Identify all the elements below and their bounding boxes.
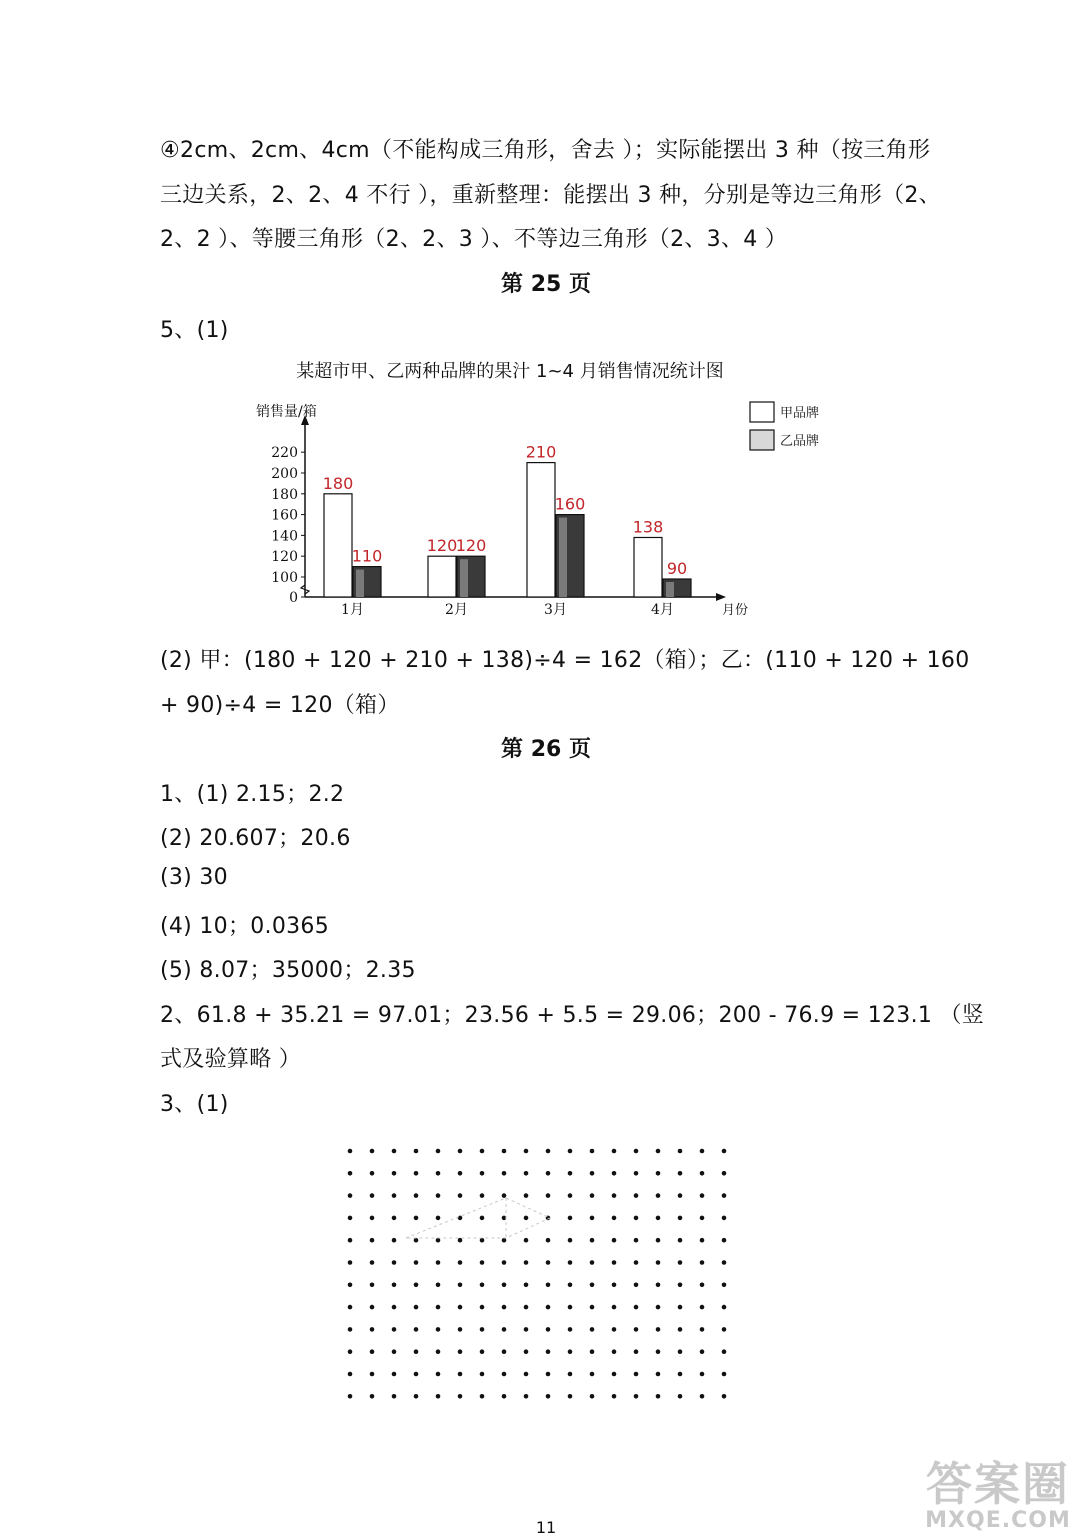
- question-5-label: 5、(1): [160, 318, 229, 343]
- grid-dot: [656, 1216, 661, 1221]
- grid-dot: [392, 1216, 397, 1221]
- data-label: 120: [455, 536, 487, 556]
- grid-dot: [392, 1305, 397, 1310]
- answer-2-line-2: + 90)÷4 = 120（箱）: [160, 693, 400, 718]
- grid-dot: [722, 1283, 727, 1288]
- grid-dot: [458, 1327, 463, 1332]
- data-label: 210: [525, 442, 557, 462]
- grid-dot: [502, 1171, 507, 1176]
- grid-dot: [458, 1216, 463, 1221]
- grid-dot: [348, 1349, 353, 1354]
- grid-dot: [524, 1327, 529, 1332]
- grid-dot: [370, 1193, 375, 1198]
- grid-dot: [634, 1349, 639, 1354]
- grid-dot: [700, 1283, 705, 1288]
- grid-dot: [370, 1283, 375, 1288]
- y-tick-label: 160: [271, 507, 298, 524]
- answer-line-1: ④2cm、2cm、4cm（不能构成三角形，舍去 ）；实际能摆出 3 种（按三角形: [160, 138, 931, 163]
- grid-dot: [612, 1171, 617, 1176]
- grid-dot: [700, 1305, 705, 1310]
- grid-dot: [458, 1283, 463, 1288]
- grid-dot: [656, 1260, 661, 1265]
- grid-dot: [546, 1327, 551, 1332]
- y-tick-label: 220: [271, 445, 298, 462]
- grid-dot: [436, 1305, 441, 1310]
- answer-1-part-5: (5) 8.07；35000；2.35: [160, 958, 416, 983]
- grid-dot: [722, 1171, 727, 1176]
- grid-dot: [436, 1283, 441, 1288]
- grid-dot: [722, 1372, 727, 1377]
- grid-dot: [678, 1305, 683, 1310]
- data-label: 110: [351, 546, 383, 566]
- grid-dot: [656, 1283, 661, 1288]
- legend-swatch-jia: [750, 402, 774, 422]
- grid-dot: [678, 1394, 683, 1399]
- grid-dot: [458, 1149, 463, 1154]
- grid-dot: [502, 1283, 507, 1288]
- grid-dot: [392, 1349, 397, 1354]
- grid-dot: [722, 1327, 727, 1332]
- grid-dot: [414, 1216, 419, 1221]
- grid-dot: [612, 1260, 617, 1265]
- grid-dot: [348, 1238, 353, 1243]
- answer-2-line-b: 式及验算略 ）: [160, 1047, 302, 1072]
- bar-brand-jia: [527, 463, 555, 597]
- grid-dot: [458, 1349, 463, 1354]
- page-heading-26: 第 26 页: [501, 737, 591, 762]
- grid-dot: [502, 1260, 507, 1265]
- grid-dot: [634, 1260, 639, 1265]
- y-tick-label: 200: [271, 466, 298, 482]
- grid-dot: [546, 1305, 551, 1310]
- bar-shade: [559, 518, 567, 597]
- grid-dot: [458, 1394, 463, 1399]
- bar-brand-jia: [634, 537, 662, 597]
- data-label: 120: [426, 536, 458, 556]
- x-axis-arrow: [716, 593, 726, 601]
- grid-dot: [480, 1260, 485, 1265]
- grid-dot: [524, 1372, 529, 1377]
- grid-dot: [612, 1149, 617, 1154]
- grid-dot: [524, 1260, 529, 1265]
- bar-shade: [356, 570, 364, 597]
- grid-dot: [590, 1171, 595, 1176]
- grid-dot: [458, 1238, 463, 1243]
- grid-dot: [502, 1238, 507, 1243]
- grid-dot: [590, 1149, 595, 1154]
- grid-dot: [656, 1349, 661, 1354]
- x-tick-label: 3月: [544, 602, 567, 618]
- grid-dot: [414, 1193, 419, 1198]
- answer-2-line-a: 2、61.8 + 35.21 = 97.01；23.56 + 5.5 = 29.06；200 - 76.9 = 123.1 （竖: [160, 1003, 985, 1028]
- bar-brand-jia: [324, 494, 352, 597]
- grid-dot: [480, 1327, 485, 1332]
- grid-dot: [524, 1238, 529, 1243]
- grid-dot: [722, 1394, 727, 1399]
- grid-dot: [414, 1349, 419, 1354]
- grid-dot: [370, 1372, 375, 1377]
- grid-dot: [480, 1394, 485, 1399]
- grid-dot: [392, 1149, 397, 1154]
- grid-dot: [502, 1327, 507, 1332]
- grid-dot: [370, 1394, 375, 1399]
- answer-line-3: 2、2 ）、等腰三角形（2、2、3 ）、不等边三角形（2、3、4 ）: [160, 227, 788, 252]
- grid-dot: [568, 1171, 573, 1176]
- grid-dot: [524, 1149, 529, 1154]
- grid-dot: [502, 1193, 507, 1198]
- grid-dot: [700, 1394, 705, 1399]
- grid-dot: [568, 1327, 573, 1332]
- y-tick-label: 100: [271, 570, 298, 586]
- grid-dot: [678, 1283, 683, 1288]
- grid-dot: [414, 1305, 419, 1310]
- grid-dot: [480, 1283, 485, 1288]
- grid-dot: [392, 1372, 397, 1377]
- grid-dot: [590, 1260, 595, 1265]
- grid-dot: [612, 1193, 617, 1198]
- grid-dot: [524, 1394, 529, 1399]
- watermark-url: MXQE.COM: [925, 1508, 1071, 1533]
- grid-dot: [414, 1372, 419, 1377]
- grid-dot: [414, 1149, 419, 1154]
- grid-dot: [590, 1372, 595, 1377]
- grid-dot: [502, 1149, 507, 1154]
- grid-dot: [700, 1349, 705, 1354]
- x-tick-label: 2月: [445, 602, 468, 618]
- grid-dot: [348, 1327, 353, 1332]
- chart-title: 某超市甲、乙两种品牌的果汁 1~4 月销售情况统计图: [296, 361, 724, 382]
- grid-dot: [458, 1305, 463, 1310]
- grid-dot: [370, 1327, 375, 1332]
- grid-dot: [392, 1193, 397, 1198]
- grid-dot: [392, 1394, 397, 1399]
- grid-dot: [568, 1193, 573, 1198]
- answer-1-part-3: (3) 30: [160, 865, 228, 890]
- grid-dot: [414, 1394, 419, 1399]
- grid-dot: [656, 1327, 661, 1332]
- grid-dot: [480, 1238, 485, 1243]
- grid-dot: [700, 1171, 705, 1176]
- grid-dot: [634, 1283, 639, 1288]
- answer-line-2: 三边关系，2、2、4 不行 ），重新整理：能摆出 3 种，分别是等边三角形（2、: [160, 183, 941, 208]
- grid-dot: [722, 1149, 727, 1154]
- grid-dot: [700, 1193, 705, 1198]
- grid-dot: [568, 1149, 573, 1154]
- grid-dot: [678, 1193, 683, 1198]
- grid-dot: [590, 1327, 595, 1332]
- bar-shade: [460, 559, 468, 597]
- grid-dot: [436, 1349, 441, 1354]
- grid-dot: [524, 1349, 529, 1354]
- grid-dot: [414, 1283, 419, 1288]
- grid-dot: [392, 1238, 397, 1243]
- grid-dot: [656, 1193, 661, 1198]
- grid-dot: [348, 1216, 353, 1221]
- watermark-text: 答案圈: [926, 1457, 1070, 1511]
- grid-dot: [546, 1171, 551, 1176]
- grid-dot: [700, 1260, 705, 1265]
- grid-dot: [590, 1349, 595, 1354]
- legend-label-jia: 甲品牌: [780, 406, 820, 421]
- grid-dot: [546, 1193, 551, 1198]
- data-label: 160: [554, 494, 586, 514]
- grid-dot: [700, 1216, 705, 1221]
- grid-dot: [348, 1193, 353, 1198]
- grid-dot: [524, 1193, 529, 1198]
- grid-dot: [700, 1327, 705, 1332]
- grid-dot: [524, 1305, 529, 1310]
- grid-dot: [678, 1216, 683, 1221]
- grid-dot: [656, 1372, 661, 1377]
- grid-dot: [568, 1305, 573, 1310]
- grid-dot: [678, 1349, 683, 1354]
- grid-dot: [612, 1216, 617, 1221]
- grid-dot: [436, 1193, 441, 1198]
- grid-dot: [502, 1394, 507, 1399]
- grid-dot: [590, 1238, 595, 1243]
- grid-dot: [590, 1305, 595, 1310]
- grid-dot: [700, 1149, 705, 1154]
- grid-dot: [722, 1349, 727, 1354]
- grid-dot: [546, 1349, 551, 1354]
- y-tick-label: 140: [271, 528, 298, 545]
- grid-dot: [348, 1171, 353, 1176]
- grid-dot: [700, 1238, 705, 1243]
- page-heading-25: 第 25 页: [501, 272, 591, 297]
- grid-dot: [414, 1260, 419, 1265]
- grid-dot: [634, 1149, 639, 1154]
- grid-dot: [348, 1260, 353, 1265]
- bar-shade: [666, 582, 674, 597]
- grid-dot: [480, 1372, 485, 1377]
- grid-dot: [524, 1283, 529, 1288]
- answer-1-part-1: 1、(1) 2.15；2.2: [160, 782, 345, 807]
- grid-dot: [656, 1394, 661, 1399]
- grid-dot: [436, 1149, 441, 1154]
- grid-dot: [414, 1327, 419, 1332]
- grid-dot: [678, 1149, 683, 1154]
- grid-dot: [612, 1305, 617, 1310]
- grid-dot: [678, 1372, 683, 1377]
- grid-dot: [458, 1372, 463, 1377]
- grid-dot: [436, 1260, 441, 1265]
- grid-dot: [524, 1216, 529, 1221]
- y-tick-label: 120: [271, 549, 298, 566]
- grid-dot: [436, 1372, 441, 1377]
- answer-1-part-2: (2) 20.607；20.6: [160, 826, 351, 851]
- grid-dot: [612, 1394, 617, 1399]
- legend-label-yi: 乙品牌: [780, 434, 820, 449]
- grid-dot: [480, 1171, 485, 1176]
- grid-dot: [546, 1260, 551, 1265]
- grid-dot: [436, 1171, 441, 1176]
- grid-dot: [348, 1305, 353, 1310]
- grid-dot: [370, 1216, 375, 1221]
- grid-dot: [590, 1283, 595, 1288]
- grid-dot: [370, 1305, 375, 1310]
- grid-dot: [458, 1193, 463, 1198]
- bar-chart: [240, 395, 820, 625]
- grid-dot: [546, 1149, 551, 1154]
- grid-dot: [568, 1238, 573, 1243]
- data-label: 90: [666, 559, 688, 578]
- grid-dot: [370, 1349, 375, 1354]
- grid-dot: [392, 1283, 397, 1288]
- grid-dot: [568, 1372, 573, 1377]
- grid-dot: [348, 1283, 353, 1288]
- page-number: 11: [535, 1518, 557, 1537]
- grid-dot: [634, 1305, 639, 1310]
- grid-dot: [480, 1149, 485, 1154]
- grid-dot: [634, 1394, 639, 1399]
- question-3-label: 3、(1): [160, 1092, 229, 1117]
- grid-dot: [678, 1238, 683, 1243]
- grid-dot: [590, 1216, 595, 1221]
- grid-dot: [612, 1327, 617, 1332]
- grid-dot: [634, 1327, 639, 1332]
- grid-dot: [348, 1372, 353, 1377]
- answer-2-line-1: (2) 甲：(180 + 120 + 210 + 138)÷4 = 162（箱）；乙：(110 + 120 + 160: [160, 648, 970, 673]
- grid-dot: [370, 1149, 375, 1154]
- grid-dot: [656, 1238, 661, 1243]
- grid-dot: [370, 1171, 375, 1176]
- grid-dot: [568, 1283, 573, 1288]
- grid-dot: [546, 1283, 551, 1288]
- grid-dot: [392, 1327, 397, 1332]
- data-label: 138: [632, 517, 664, 537]
- grid-dot: [480, 1216, 485, 1221]
- grid-dot: [436, 1394, 441, 1399]
- x-axis-label: 月份: [722, 603, 749, 618]
- grid-dot: [414, 1171, 419, 1176]
- grid-dot: [546, 1238, 551, 1243]
- grid-dot: [480, 1193, 485, 1198]
- grid-dot: [678, 1260, 683, 1265]
- grid-dot: [480, 1305, 485, 1310]
- grid-dot: [348, 1149, 353, 1154]
- dot-grid: [330, 1130, 750, 1410]
- legend-swatch-yi: [750, 430, 774, 450]
- grid-dot: [722, 1193, 727, 1198]
- grid-dot: [634, 1193, 639, 1198]
- grid-dot: [612, 1372, 617, 1377]
- y-axis-label: 销售量/箱: [256, 404, 317, 420]
- grid-dot: [722, 1305, 727, 1310]
- grid-dot: [634, 1171, 639, 1176]
- x-tick-label: 4月: [651, 602, 674, 618]
- grid-dot: [656, 1305, 661, 1310]
- grid-dot: [590, 1394, 595, 1399]
- grid-dot: [348, 1394, 353, 1399]
- watermark-logo: [908, 1448, 1088, 1533]
- grid-dot: [568, 1349, 573, 1354]
- grid-dot: [678, 1327, 683, 1332]
- grid-dot: [524, 1171, 529, 1176]
- grid-dot: [392, 1171, 397, 1176]
- grid-dot: [568, 1216, 573, 1221]
- grid-dot: [546, 1372, 551, 1377]
- grid-dot: [656, 1171, 661, 1176]
- grid-dot: [458, 1260, 463, 1265]
- grid-dot: [590, 1193, 595, 1198]
- grid-dot: [502, 1349, 507, 1354]
- grid-dot: [392, 1260, 397, 1265]
- grid-dot: [568, 1394, 573, 1399]
- grid-dot: [722, 1260, 727, 1265]
- grid-dot: [722, 1238, 727, 1243]
- y-tick-label: 0: [289, 590, 298, 606]
- grid-dot: [414, 1238, 419, 1243]
- bar-brand-jia: [428, 556, 456, 597]
- grid-dot: [634, 1372, 639, 1377]
- grid-dot: [634, 1238, 639, 1243]
- grid-dot: [370, 1238, 375, 1243]
- grid-dot: [678, 1171, 683, 1176]
- answer-1-part-4: (4) 10；0.0365: [160, 914, 330, 939]
- grid-dot: [634, 1216, 639, 1221]
- grid-dot: [612, 1349, 617, 1354]
- grid-dot: [700, 1372, 705, 1377]
- grid-dot: [436, 1327, 441, 1332]
- data-label: 180: [322, 473, 354, 493]
- grid-dot: [480, 1349, 485, 1354]
- grid-dot: [502, 1305, 507, 1310]
- grid-dot: [722, 1216, 727, 1221]
- y-tick-label: 180: [271, 486, 298, 503]
- grid-dot: [546, 1394, 551, 1399]
- grid-dot: [656, 1149, 661, 1154]
- grid-dot: [612, 1238, 617, 1243]
- grid-dot: [370, 1260, 375, 1265]
- grid-dot: [458, 1171, 463, 1176]
- grid-dot: [612, 1283, 617, 1288]
- grid-dot: [436, 1216, 441, 1221]
- grid-dot: [568, 1260, 573, 1265]
- grid-dot: [502, 1372, 507, 1377]
- x-tick-label: 1月: [341, 602, 364, 618]
- faint-shape-outline: [406, 1198, 550, 1238]
- grid-dot: [436, 1238, 441, 1243]
